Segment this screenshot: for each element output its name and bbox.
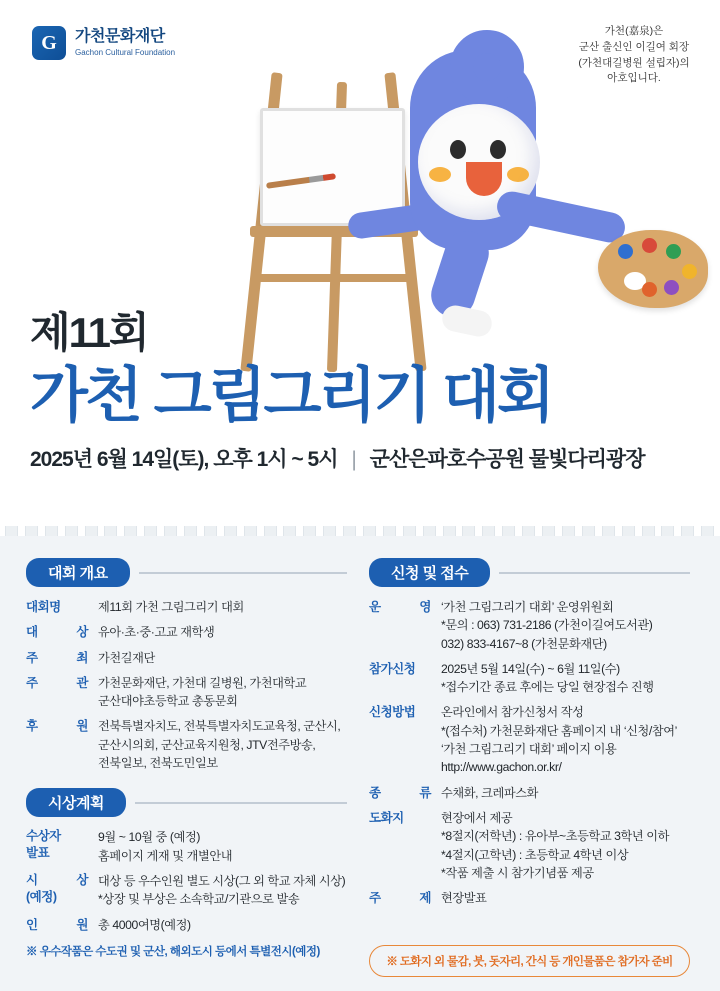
info-row	[26, 916, 347, 934]
poster-bottom-area	[0, 536, 720, 991]
info-row-value-line: 2025년 5월 14일(수) ~ 6월 11일(수)	[441, 661, 620, 676]
palette-paint-dot	[666, 244, 681, 259]
info-row-value-line: 제11회 가천 그림그리기 대회	[98, 600, 244, 614]
info-row-value	[98, 649, 347, 667]
info-row	[26, 649, 347, 667]
edition-title: 제11회	[30, 309, 148, 356]
info-row-value-line: 총 4000여명(예정)	[98, 917, 191, 932]
event-place: 군산은파호수공원 물빛다리광장	[369, 447, 645, 471]
event-datetime: 2025년 6월 14일(토), 오후 1시 ~ 5시	[30, 447, 338, 471]
info-row	[369, 703, 690, 776]
info-row-value-line: 가천문화재단, 가천대 길병원, 가천대학교	[98, 675, 307, 690]
paint-palette-icon	[598, 230, 708, 308]
info-row-value	[98, 916, 347, 934]
mascot-eye-left	[450, 140, 466, 159]
info-row	[369, 660, 690, 697]
info-row	[26, 717, 347, 772]
overview-rows	[26, 598, 347, 772]
info-row-value	[441, 809, 690, 882]
personal-items-notice: ※ 도화지 외 물감, 붓, 돗자리, 간식 등 개인물품은 참가자 준비	[369, 945, 690, 977]
palette-paint-dot	[682, 264, 697, 279]
info-row-value-line: 전북일보, 전북도민일보	[98, 756, 218, 771]
info-row-value-line: 유아·초·중·고교 재학생	[98, 625, 215, 640]
info-row	[369, 889, 690, 907]
info-row-value	[98, 872, 347, 909]
application-rows	[369, 598, 690, 907]
awards-section-title: 시상계획	[26, 788, 126, 817]
mascot-note-line4: 아호입니다.	[607, 72, 661, 85]
info-row-value-line: *작품 제출 시 참가기념품 제공	[441, 865, 594, 880]
info-row-value	[441, 889, 690, 907]
info-row	[26, 674, 347, 711]
overview-section-header	[26, 558, 347, 587]
info-row-value-line: *(접수처) 가천문화재단 홈페이지 내 ‘신청/참여’	[441, 723, 677, 738]
mascot-note-line3: (가천대길병원 설립자)의	[578, 56, 690, 69]
info-row-value-line: 전북특별자치도, 전북특별자치도교육청, 군산시,	[98, 719, 341, 734]
info-row-value-line: *문의 : 063) 731-2186 (가천이길여도서관)	[441, 618, 653, 633]
info-row	[369, 809, 690, 882]
mascot-eye-right	[490, 140, 506, 159]
info-row-value-line: *4절지(고학년) : 초등학교 4학년 이상	[441, 847, 629, 862]
info-row	[26, 598, 347, 616]
palette-paint-dot	[642, 238, 657, 253]
info-row-value-line: 군산시의회, 군산교육지원청, JTV전주방송,	[98, 737, 316, 752]
info-row-label: 대 상	[26, 625, 88, 640]
info-row-value	[98, 623, 347, 641]
info-row-label: 주 최	[26, 650, 88, 665]
easel-crossbar	[258, 274, 410, 282]
application-section-title: 신청 및 접수	[369, 558, 490, 587]
info-row	[26, 623, 347, 641]
awards-rows	[26, 828, 347, 933]
info-row-value-line: 현장발표	[441, 891, 487, 906]
info-row-value	[441, 660, 690, 697]
info-row-value-line: 032) 833-4167~8 (가천문화재단)	[441, 636, 607, 651]
application-column	[369, 558, 690, 981]
info-row-value-line: 9월 ~ 10월 중 (예정)	[98, 830, 200, 845]
mascot-note-line2: 군산 출신인 이길여 회장	[578, 40, 690, 53]
info-row-value-line: ‘가천 그림그리기 대회’ 운영위원회	[441, 600, 614, 614]
palette-paint-dot	[642, 282, 657, 297]
title-divider: |	[351, 447, 356, 471]
info-row	[26, 828, 347, 865]
info-row-value-line: *접수기간 종료 후에는 당일 현장접수 진행	[441, 680, 654, 695]
info-row-label: 종 류	[369, 785, 431, 800]
info-row-value	[98, 598, 347, 616]
info-row	[369, 598, 690, 653]
title-block	[30, 300, 690, 473]
palette-paint-dot	[664, 280, 679, 295]
mascot-note-line1: 가천(嘉泉)은	[604, 25, 664, 37]
info-row-value-line: 현장에서 제공	[441, 810, 513, 825]
info-row-label: 인 원	[26, 917, 88, 932]
logo-mark-icon: G	[32, 26, 66, 60]
info-row-value-line: ‘가천 그림그리기 대회’ 페이지 이용	[441, 742, 617, 757]
info-row-value	[441, 784, 690, 802]
info-row-label: 후 원	[26, 719, 88, 734]
info-row-value-line: *상장 및 부상은 소속학교/기관으로 발송	[98, 892, 300, 907]
spacer	[26, 772, 347, 788]
info-row-label: 주 관	[26, 675, 88, 690]
overview-section-title: 대회 개요	[26, 558, 130, 587]
info-row-label: 주 제	[369, 891, 431, 906]
info-row-value-line: 가천길재단	[98, 650, 155, 665]
info-row-label: 도화지	[369, 810, 404, 825]
info-row-label: 참가신청	[369, 661, 416, 676]
info-row-value-line: 홈페이지 게재 및 개별안내	[98, 848, 233, 863]
info-row-value-line: 대상 등 우수인원 별도 시상(그 외 학교 자체 시상)	[98, 873, 346, 888]
info-row-value-line: 수채화, 크레파스화	[441, 785, 538, 800]
info-row	[26, 872, 347, 909]
info-row-value	[441, 598, 690, 653]
info-row-value	[98, 717, 347, 772]
info-row-label: 시 상 (예정)	[26, 872, 88, 904]
info-row-label: 대회명	[26, 600, 61, 614]
info-row-label: 신청방법	[369, 705, 416, 720]
info-row-label: 운 영	[369, 600, 431, 614]
info-row-label: 수상자 발표	[26, 829, 61, 861]
info-row-value-line: 온라인에서 참가신청서 작성	[441, 705, 584, 720]
info-row-value-line: 군산대야초등학교 총동문회	[98, 694, 238, 709]
info-row-value-line: http://www.gachon.or.kr/	[441, 760, 562, 775]
info-row-value	[98, 674, 347, 711]
mascot-hood-loop	[450, 30, 524, 104]
main-title: 가천 그림그리기 대회	[30, 362, 552, 429]
palette-paint-dot	[618, 244, 633, 259]
logo-name-korean: 가천문화재단	[75, 28, 165, 46]
section-rule	[499, 572, 690, 574]
mascot-cheek-left	[429, 167, 451, 182]
mascot-cheek-right	[507, 167, 529, 182]
overview-column	[26, 558, 347, 981]
section-rule	[139, 572, 347, 574]
exhibition-footnote: ※ 우수작품은 수도권 및 군산, 해외도시 등에서 특별전시(예정)	[26, 945, 320, 958]
foundation-logo	[32, 26, 175, 60]
logo-name-english: Gachon Cultural Foundation	[75, 48, 176, 57]
event-datetime-place	[30, 443, 690, 473]
application-section-header	[369, 558, 690, 587]
info-row-value-line: *8절지(저학년) : 유아부~초등학교 3학년 이하	[441, 829, 670, 844]
info-row	[369, 784, 690, 802]
section-rule	[135, 802, 347, 804]
info-row-value	[441, 703, 690, 776]
awards-section-header	[26, 788, 347, 817]
info-row-value	[98, 828, 347, 865]
